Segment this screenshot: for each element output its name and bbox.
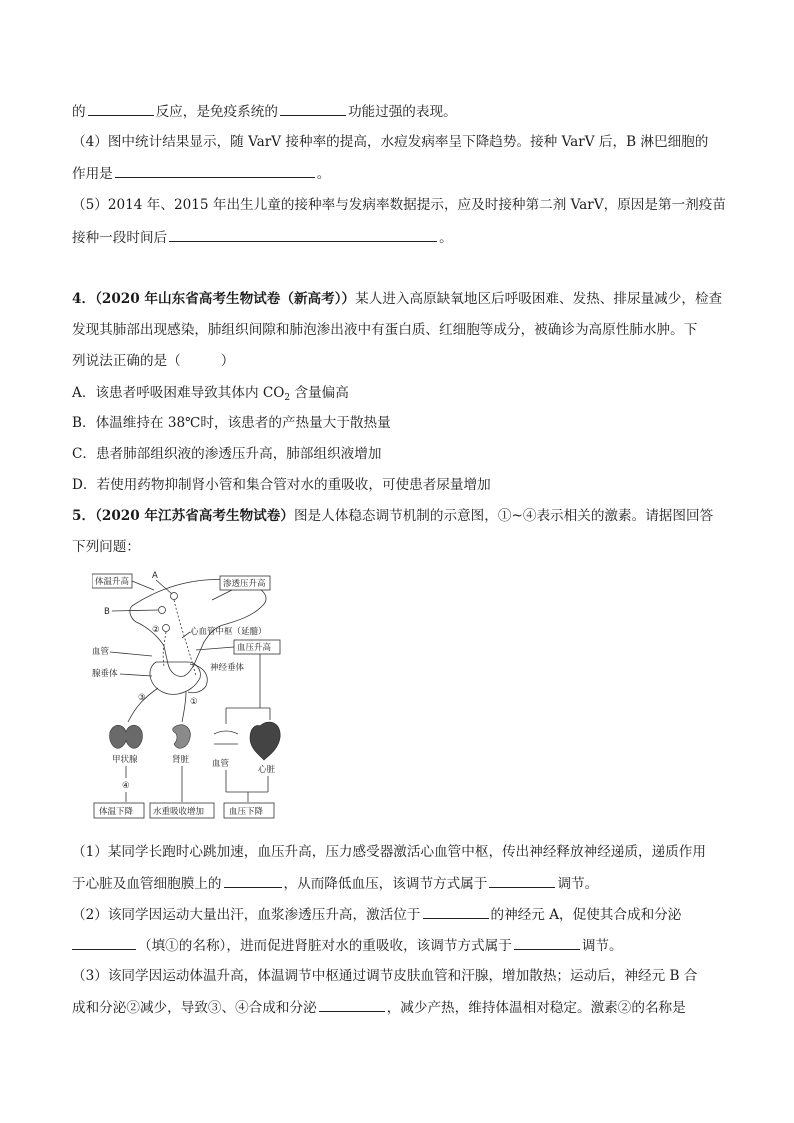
label-heart: 心脏 (258, 765, 276, 775)
neuron-b (159, 607, 166, 614)
thyroid-icon (110, 725, 143, 748)
label-bp-up: 血压升高 (237, 643, 272, 653)
q5-p2-line-2 (72, 935, 623, 956)
text: 。 (316, 166, 331, 182)
label-neuro: 神经垂体 (210, 663, 245, 673)
label-circle2: ② (152, 625, 160, 635)
text: 调节。 (581, 938, 623, 954)
arrow-osm (212, 590, 232, 600)
question-source: （2020 年江苏省高考生物试卷） (95, 508, 294, 524)
label-circle4: ④ (122, 781, 130, 791)
blank (224, 873, 282, 888)
question-source: （2020 年山东省高考生物试卷（新高考）） (95, 291, 356, 307)
pointer-B (112, 610, 158, 611)
label-circle1: ① (190, 697, 198, 707)
q4-option-d: D．若使用药物抑制肾小管和集合管对水的重吸收，可使患者尿量增加 (72, 477, 491, 493)
blank (423, 904, 489, 919)
blank (280, 101, 346, 116)
blank (115, 163, 315, 178)
q4-line-3 (72, 351, 234, 371)
text: 含量偏高 (290, 385, 349, 401)
pointer-adeno (120, 674, 152, 676)
text: 某人进入高原缺氧地区后呼吸困难、发热、排尿量减少，检查 (355, 291, 723, 307)
label-water-reabs: 水重吸收增加 (153, 807, 205, 817)
q5-p2-line-1 (72, 904, 681, 925)
label-temp-up: 体温升高 (95, 577, 130, 587)
label-A: A (152, 571, 158, 581)
q3-p5-line-1: （5）2014 年、2015 年出生儿童的接种率与发病率数据提示，应及时接种第二剂 VarV，原因是第一剂疫苗 (72, 197, 726, 213)
text: 作用是 (72, 166, 113, 182)
q4-line-1 (72, 289, 722, 309)
label-thyroid: 甲状腺 (112, 755, 138, 765)
vessel-icon-top (214, 731, 238, 734)
blank (319, 997, 385, 1012)
q5-p1-line-1: （1）某同学长跑时心跳加速，血压升高，压力感受器激活心血管中枢，传出神经释放神经递质，递质作用 (72, 844, 706, 860)
text: 功能过强的表现。 (347, 104, 457, 120)
text: A．该患者呼吸困难导致其体内 CO (72, 385, 285, 401)
question-number: 5． (72, 508, 96, 524)
text: 。 (439, 230, 453, 246)
arrow-temp-up (132, 581, 154, 590)
neuron-c (163, 625, 170, 632)
homeostasis-diagram (92, 566, 302, 824)
text: 成和分泌②减少，导致③、④合成和分泌 (72, 1000, 317, 1016)
text: 接种一段时间后 (72, 230, 168, 246)
blank (88, 101, 154, 116)
text: 图是人体稳态调节机制的示意图，①~④表示相关的激素。请据图回答 (293, 508, 714, 524)
blank (514, 935, 580, 950)
text: ） (220, 353, 235, 369)
label-cv-center: 心血管中枢（延髓） (190, 627, 267, 637)
text: 于心脏及血管细胞膜上的 (72, 876, 222, 892)
q3-line-1 (72, 101, 457, 122)
label-circle3: ③ (138, 693, 146, 703)
q5-p3-line-2 (72, 997, 686, 1018)
arrow-to-kidney (182, 692, 186, 722)
label-osm-up: 渗透压升高 (223, 579, 266, 589)
text: ，减少产热，维持体温相对稳定。激素②的名称是 (386, 1000, 686, 1016)
blank (72, 935, 136, 950)
q5-line-1 (72, 506, 713, 526)
text: 调节。 (557, 876, 599, 892)
label-vessel2: 血管 (212, 759, 230, 769)
q5-p1-line-2 (72, 873, 598, 894)
blank (169, 227, 437, 242)
text: 反应，是免疫系统的 (155, 104, 278, 120)
kidney-icon (173, 725, 191, 749)
text: 的神经元 A，促使其合成和分泌 (490, 907, 682, 923)
question-number: 4． (72, 291, 96, 307)
q5-p3-line-1: （3）该同学因运动体温升高，体温调节中枢通过调节皮肤血管和汗腺，增加散热；运动后，神经元 B 合 (72, 968, 698, 984)
label-vessel: 血管 (92, 647, 110, 657)
q4-option-b: B．体温维持在 38℃时，该患者的产热量大于散热量 (72, 415, 391, 431)
label-B: B (104, 607, 110, 617)
text: （2）该同学因运动大量出汗，血浆渗透压升高，激活位于 (72, 907, 421, 923)
label-temp-down: 体温下降 (99, 807, 134, 817)
text: （填①的名称），进而促进肾脏对水的重吸收，该调节方式属于 (138, 938, 512, 954)
text: 列说法正确的是（ (72, 353, 181, 369)
q5-line-2: 下列问题： (72, 539, 140, 555)
label-kidney: 肾脏 (172, 755, 190, 765)
blank (489, 873, 555, 888)
text: 的 (72, 104, 86, 120)
q4-line-2: 发现其肺部出现感染，肺组织间隙和肺泡渗出液中有蛋白质、红细胞等成分，被确诊为高原性肺水肿。下 (72, 322, 698, 338)
q3-p5-line-2 (72, 227, 453, 248)
text: ，从而降低血压，该调节方式属于 (283, 876, 488, 892)
label-adeno: 腺垂体 (92, 669, 118, 679)
pointer-cv (182, 632, 190, 638)
label-bp-down: 血压下降 (229, 807, 264, 817)
heart-icon (250, 722, 280, 760)
q4-option-c: C．患者肺部组织液的渗透压升高，肺部组织液增加 (72, 446, 382, 462)
q3-p4-line-1: （4）图中统计结果显示，随 VarV 接种率的提高，水痘发病率呈下降趋势。接种 VarV 后，B 淋巴细胞的 (72, 134, 709, 150)
subscript: 2 (284, 393, 291, 403)
q3-p4-line-2 (72, 163, 330, 184)
pointer-vessel (110, 652, 152, 656)
q4-option-a (72, 383, 349, 408)
